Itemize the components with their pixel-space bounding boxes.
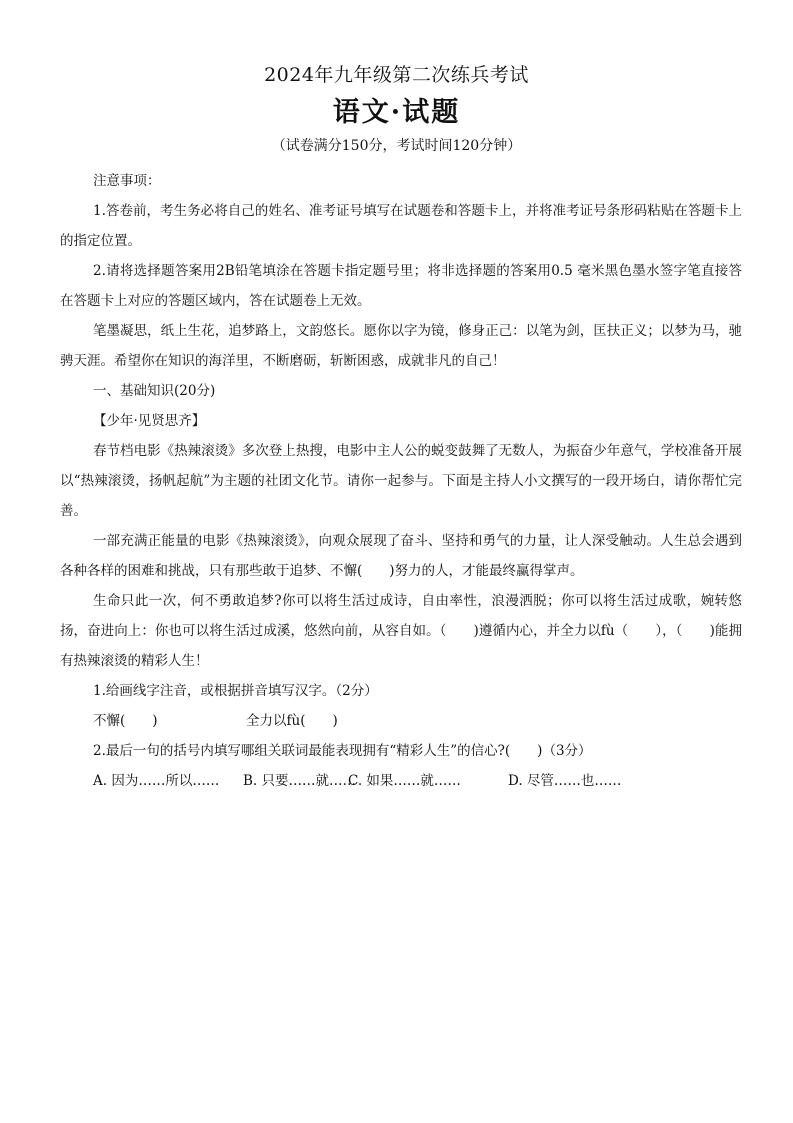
option-b: B. 只要……就……: [243, 773, 357, 789]
notice-item-1: 1.答卷前，考生务必将自己的姓名、准考证号填写在试题卷和答题卡上，并将准考证号条形码粘贴在答题卡上的指定位置。: [60, 203, 742, 249]
exam-content: [60, 166, 742, 796]
question-1-blanks: [60, 706, 742, 736]
passage-paragraph-2: 生命只此一次，何不勇敢追梦?你可以将生活过成诗，自由率性，浪漫洒脱；你可以将生活过成歌，婉转悠扬，奋进向上：你也可以将生活过成溪，悠然向前，从容自如。（ )遵循内心，并全力以fù（ ），（ )能拥有热辣滚烫的精彩人生！: [60, 593, 742, 669]
exam-title: 2024年九年级第二次练兵考试: [264, 64, 529, 86]
question-2-options: [60, 766, 742, 796]
intro-paragraph: 春节档电影《热辣滚烫》多次登上热搜，电影中主人公的蜕变鼓舞了无数人，为振奋少年意气，学校准备开展以“热辣滚烫，扬帆起航”为主题的社团文化节。请你一起参与。下面是主持人小文撰写的一段开场白，请你帮忙完善。: [60, 443, 742, 519]
passage-paragraph-1: 一部充满正能量的电影《热辣滚烫》，向观众展现了奋斗、坚持和勇气的力量，让人深受触动。人生总会遇到各种各样的困难和挑战，只有那些敢于追梦、不懈( )努力的人，才能最终赢得掌声。: [60, 533, 742, 579]
notice-heading: 注意事项：: [93, 173, 161, 189]
option-a: A. 因为……所以……: [93, 773, 220, 789]
question-1-prompt: 1.给画线字注音，或根据拼音填写汉字。（2分）: [93, 683, 378, 699]
option-c: C. 如果……就……: [348, 773, 461, 789]
question-2-prompt: 2.最后一句的括号内填写哪组关联词最能表现拥有“精彩人生”的信心?( )（3分）: [93, 743, 592, 759]
section-heading: 一、基础知识(20分): [93, 383, 216, 399]
subject-title: 语文·试题: [332, 97, 461, 128]
question-1-blank-2: 全力以fù( ): [246, 713, 338, 729]
score-time-note: （试卷满分150分，考试时间120分钟）: [271, 138, 522, 154]
option-d: D. 尽管……也……: [508, 773, 622, 789]
notice-item-2: 2.请将选择题答案用2B铅笔填涂在答题卡指定题号里；将非选择题的答案用0.5 毫米黑色墨水签字笔直接答在答题卡上对应的答题区域内，答在试题卷上无效。: [60, 263, 742, 309]
question-1-blank-1: 不懈( ): [93, 713, 158, 729]
section-subheading: 【少年·见贤思齐】: [93, 413, 206, 429]
encouragement-paragraph: 笔墨凝思，纸上生花，追梦路上，文韵悠长。愿你以字为镜，修身正己：以笔为剑，匡扶正义；以梦为马，驰骋天涯。希望你在知识的海洋里，不断磨砺，斩断困惑，成就非凡的自己！: [60, 323, 742, 369]
